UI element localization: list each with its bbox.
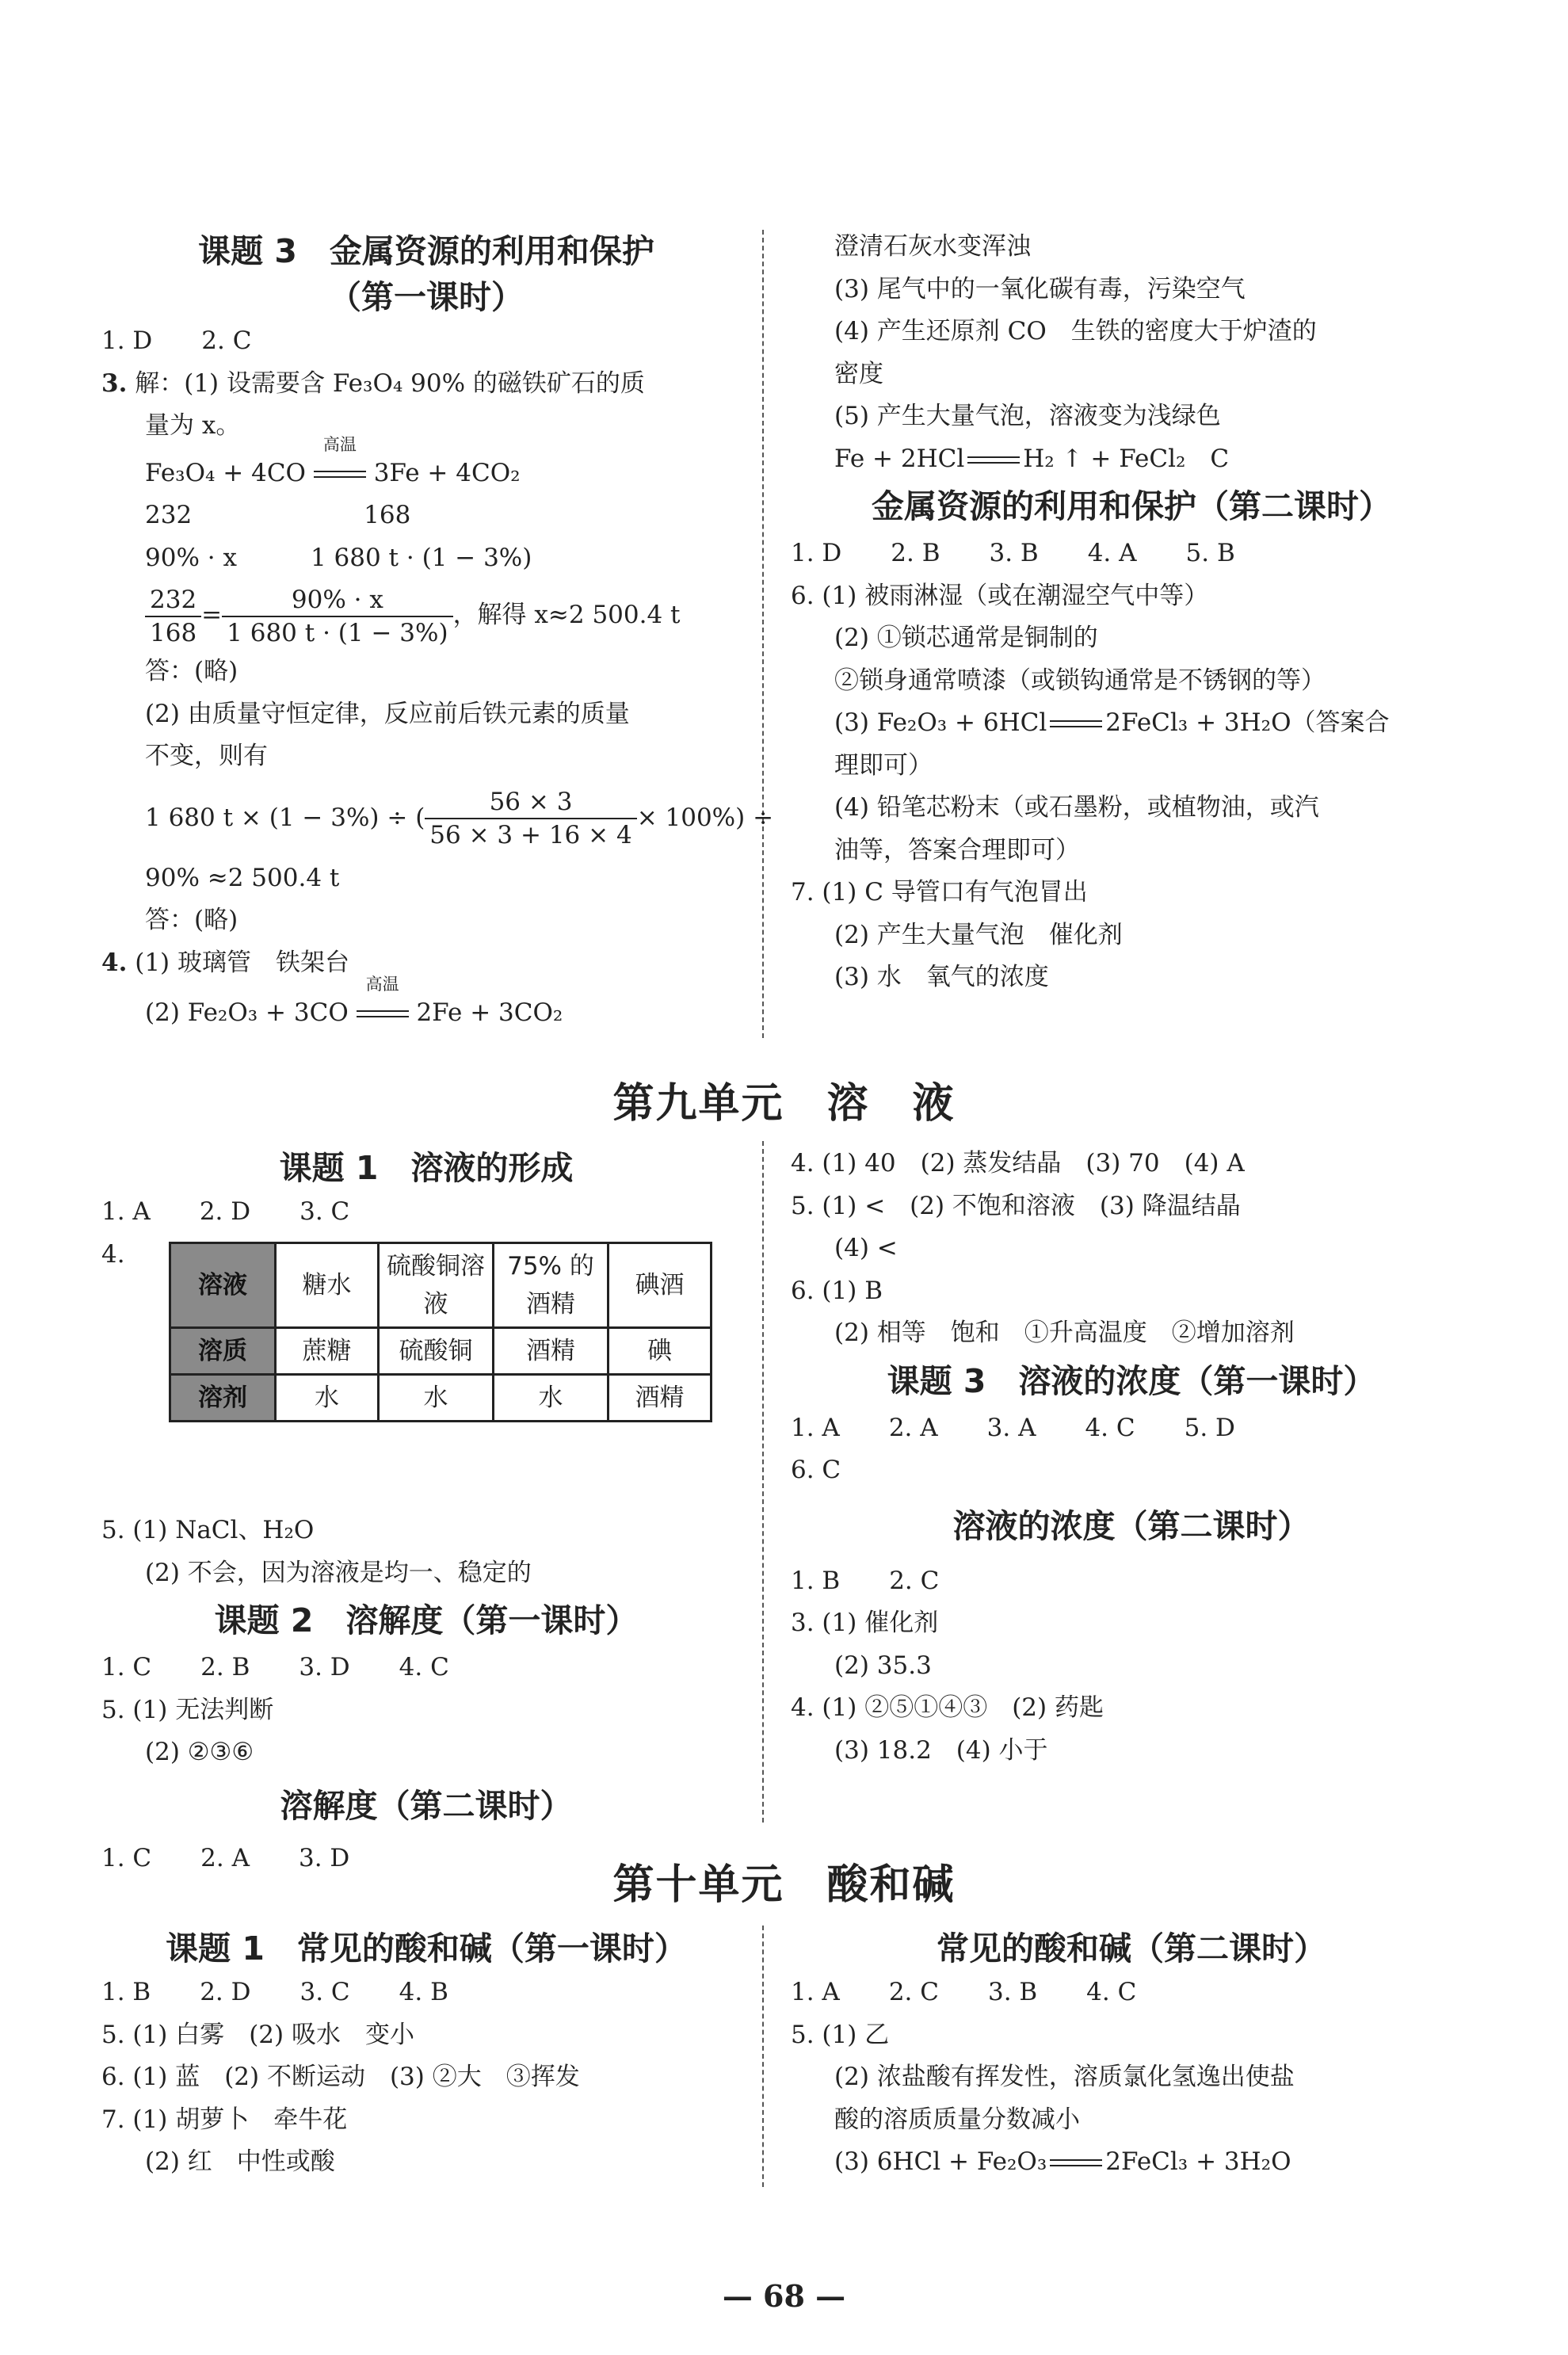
answer-line: 1. D 2. B 3. B 4. A 5. B — [791, 539, 1235, 567]
section-heading: 课题 1 常见的酸和碱（第一课时） — [166, 1929, 687, 1968]
answer-line: 1. A 2. D 3. C — [101, 1197, 350, 1226]
table-cell: 蔗糖 — [276, 1328, 379, 1375]
answer-line: (2) 产生大量气泡 催化剂 — [834, 920, 1123, 949]
table-cell: 酒精 — [609, 1375, 712, 1422]
answer-line: 6. C — [791, 1456, 841, 1484]
answer-line: 3. 解：(1) 设需要含 Fe₃O₄ 90% 的磁铁矿石的质 — [101, 368, 645, 398]
answer-line: (4) 铅笔芯粉末（或石墨粉，或植物油，或汽 — [834, 793, 1319, 822]
table-cell: 水 — [276, 1375, 379, 1422]
equation-line: (2) Fe₂O₃ + 3CO 高温 2Fe + 3CO₂ — [101, 992, 751, 1035]
right-column-solutions — [791, 1143, 1472, 1772]
answer-line: (2) ①锁芯通常是铜制的 — [834, 624, 1098, 652]
table-cell: 水 — [379, 1375, 494, 1422]
table-cell: 碘酒 — [609, 1243, 712, 1328]
fraction-equation: $\frac{232}{168}$ = $\frac{90\% \cdot x}{1 680 t \cdot (1 - 3\%)}$ ，解得 x≈2 500.4 t — [101, 579, 751, 651]
left-column-solubility — [101, 1510, 751, 1880]
answer-line: 5. (1) NaCl、H₂O — [101, 1516, 315, 1544]
answer-line: 澄清石灰水变浑浊 — [834, 232, 1031, 261]
answer-line: ②锁身通常喷漆（或锁钩通常是不锈钢的等） — [834, 666, 1326, 695]
answer-line: 5. (1) 白雾 (2) 吸水 变小 — [101, 2020, 414, 2049]
answer-line: 1. B 2. C — [791, 1566, 940, 1595]
equation-line: (3) 6HCl + Fe₂O₃ 2FeCl₃ + 3H₂O — [834, 2147, 1291, 2176]
answer-line: 1. C 2. A 3. D — [101, 1843, 350, 1872]
equation-line: Fe + 2HCl H₂ ↑ + FeCl₂ C — [834, 444, 1230, 473]
equals-with-condition: 高温 — [357, 992, 409, 1035]
page-number: — 68 — — [722, 2278, 846, 2314]
answer-line: (3) 水 氧气的浓度 — [834, 963, 1049, 991]
section-heading: 溶解度（第二课时） — [280, 1786, 573, 1825]
answer-line: (2) 浓盐酸有挥发性，溶质氯化氢逸出使盐 — [834, 2063, 1295, 2091]
section-heading: 课题 1 溶液的形成 — [279, 1149, 574, 1187]
answer-line: (2) ②③⑥ — [145, 1738, 254, 1766]
answer-line: 1. A 2. A 3. A 4. C 5. D — [791, 1413, 1235, 1442]
fraction: $\frac{232}{168}$ — [145, 584, 201, 649]
left-column-metal-resources — [101, 228, 774, 1035]
section-subheading: （第一课时） — [329, 278, 524, 316]
answer-line: 4. — [101, 1239, 125, 1269]
answer-line: 量为 x。 — [145, 411, 241, 440]
table-row — [170, 1243, 712, 1328]
table-header-cell: 溶质 — [170, 1328, 276, 1375]
answer-line: 答：(略) — [145, 906, 238, 934]
table-cell: 糖水 — [276, 1243, 379, 1328]
table-header-cell: 溶剂 — [170, 1375, 276, 1422]
answer-line: 1. D 2. C — [101, 326, 252, 355]
answer-line: 不变，则有 — [145, 742, 268, 770]
answer-line: 6. (1) 蓝 (2) 不断运动 (3) ②大 ③挥发 — [101, 2063, 580, 2091]
answer-line: 1. B 2. D 3. C 4. B — [101, 1978, 448, 2006]
answer-line: 4. (1) 玻璃管 铁架台 — [101, 948, 349, 977]
table-cell: 酒精 — [494, 1328, 609, 1375]
equation-line: (3) Fe₂O₃ + 6HCl 2FeCl₃ + 3H₂O（答案合 — [834, 708, 1390, 737]
table-cell: 碘 — [609, 1328, 712, 1375]
answer-line: 90% ≈2 500.4 t — [145, 863, 340, 892]
answer-line: (4) 产生还原剂 CO 生铁的密度大于炉渣的 — [834, 317, 1317, 345]
unit-title: 第九单元 溶 液 — [612, 1080, 956, 1128]
answer-line: (2) 不会，因为溶液是均一、稳定的 — [145, 1558, 532, 1587]
equation-line: Fe₃O₄ + 4CO 高温 3Fe + 4CO₂ — [101, 452, 751, 495]
table-cell: 硫酸铜 — [379, 1328, 494, 1375]
section-heading: 常见的酸和碱（第二课时） — [937, 1929, 1326, 1968]
answer-line: 232 168 — [145, 501, 411, 529]
answer-line: 3. (1) 催化剂 — [791, 1609, 939, 1637]
answer-line: 7. (1) 胡萝卜 牵牛花 — [101, 2105, 348, 2134]
answer-line: 5. (1) < (2) 不饱和溶液 (3) 降温结晶 — [791, 1191, 1241, 1220]
answer-line: 答：(略) — [145, 657, 238, 685]
table-cell: 75% 的酒精 — [494, 1243, 609, 1328]
section-heading: 课题 3 溶液的浓度（第一课时） — [887, 1361, 1376, 1400]
answer-line: 1. A 2. C 3. B 4. C — [791, 1978, 1137, 2006]
table-cell: 硫酸铜溶液 — [379, 1243, 494, 1328]
section-heading: 金属资源的利用和保护（第二课时） — [872, 487, 1391, 525]
answer-line: 5. (1) 无法判断 — [101, 1695, 274, 1724]
table-row — [170, 1328, 712, 1375]
right-column-acids-bases — [791, 1926, 1472, 2184]
answer-line: (3) 18.2 (4) 小于 — [834, 1735, 1048, 1765]
answer-line: 油等，答案合理即可） — [834, 835, 1080, 865]
section-heading: 课题 3 金属资源的利用和保护 — [198, 232, 654, 270]
answer-line: (2) 相等 饱和 ①升高温度 ②增加溶剂 — [834, 1319, 1295, 1347]
right-column-metal-resources — [791, 226, 1472, 999]
solution-table — [169, 1242, 712, 1422]
answer-line: 6. (1) 被雨淋湿（或在潮湿空气中等） — [791, 581, 1209, 610]
answer-line: 4. (1) ②⑤①④③ (2) 药匙 — [791, 1693, 1104, 1722]
section-heading: 溶液的浓度（第二课时） — [952, 1506, 1310, 1545]
answer-line: (2) 由质量守恒定律，反应前后铁元素的质量 — [145, 699, 630, 728]
answer-line: 7. (1) C 导管口有气泡冒出 — [791, 878, 1088, 907]
answer-line: (2) 红 中性或酸 — [145, 2147, 335, 2176]
answer-line: 理即可） — [834, 750, 933, 780]
answer-line: (3) 尾气中的一氧化碳有毒，污染空气 — [834, 274, 1246, 303]
fraction: $\frac{90\% \cdot x}{1 680 t \cdot (1 - 3\%)}$ — [222, 584, 452, 649]
answer-line: 密度 — [834, 359, 883, 388]
unit-title: 第十单元 酸和碱 — [612, 1861, 956, 1909]
answer-line: (4) < — [834, 1234, 898, 1262]
fraction: $\frac{56 \times 3}{56 \times 3 + 16 \times 4}$ — [425, 786, 636, 851]
section-heading: 课题 2 溶解度（第一课时） — [214, 1601, 639, 1639]
answer-line: 6. (1) B — [791, 1276, 883, 1305]
left-column-acids-bases — [101, 1926, 751, 2184]
answer-line: 4. (1) 40 (2) 蒸发结晶 (3) 70 (4) A — [791, 1149, 1245, 1178]
column-divider-top — [762, 230, 764, 1038]
table-header-cell: 溶液 — [170, 1243, 276, 1328]
answer-line: (5) 产生大量气泡，溶液变为浅绿色 — [834, 402, 1221, 430]
answer-line: (2) 35.3 — [834, 1651, 932, 1680]
column-divider-bottom — [762, 1926, 764, 2187]
column-divider-middle — [762, 1141, 764, 1823]
table-row — [170, 1375, 712, 1422]
fraction-equation: 1 680 t × (1 − 3%) ÷ ( $\frac{56 \times 3}{56 \times 3 + 16 \times 4}$ × 100%) ÷ — [145, 788, 774, 849]
answer-line: 1. C 2. B 3. D 4. C — [101, 1653, 449, 1681]
answer-line: 5. (1) 乙 — [791, 2020, 890, 2049]
table-cell: 水 — [494, 1375, 609, 1422]
answer-line: 酸的溶质质量分数减小 — [834, 2105, 1080, 2134]
answer-line: 90% · x 1 680 t · (1 − 3%) — [145, 543, 532, 572]
equals-with-condition: 高温 — [314, 452, 366, 495]
